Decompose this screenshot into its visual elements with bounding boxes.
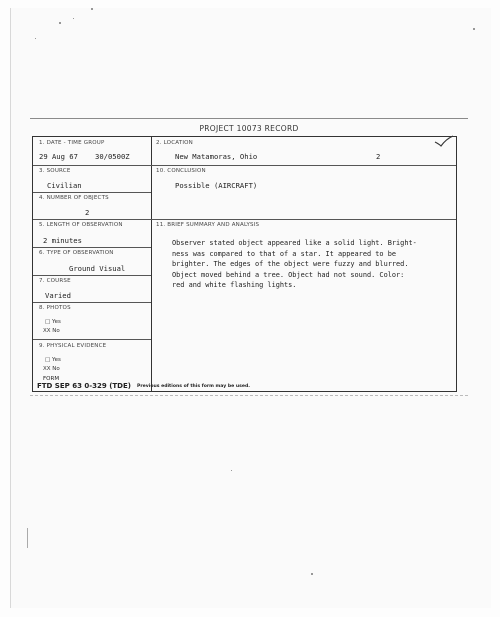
date-value: 29 Aug 67 — [39, 152, 78, 161]
summary-label: 11. BRIEF SUMMARY AND ANALYSIS — [156, 222, 260, 228]
scan-speck — [311, 573, 313, 575]
source-label: 3. SOURCE — [39, 168, 71, 174]
time-value: 30/0500Z — [95, 152, 130, 161]
source-value: Civilian — [47, 181, 82, 190]
length-of-observation-value: 2 minutes — [43, 236, 82, 245]
photos-label: 8. PHOTOS — [39, 305, 71, 311]
summary-line: brighter. The edges of the object were fuzzy and blurred. — [172, 260, 409, 268]
type-of-observation-label: 6. TYPE OF OBSERVATION — [39, 250, 114, 256]
summary-text — [172, 238, 454, 291]
summary-line: red and white flashing lights. — [172, 281, 297, 289]
bottom-dashed-rule — [30, 395, 468, 396]
summary-line: Object moved behind a tree. Object had not sound. Color: — [172, 270, 405, 279]
length-of-observation-label: 5. LENGTH OF OBSERVATION — [39, 222, 123, 228]
conclusion-label: 10. CONCLUSION — [156, 168, 206, 174]
row-divider — [33, 247, 151, 248]
scan-speck — [473, 28, 475, 30]
scan-speck — [59, 22, 61, 24]
location-value: New Matamoras, Ohio — [175, 152, 258, 161]
scan-speck — [91, 8, 93, 10]
scan-speck — [231, 470, 232, 471]
row-divider — [33, 192, 151, 193]
summary-line: Observer stated object appeared like a solid light. Bright- — [172, 239, 417, 247]
form-title: PROJECT 10073 RECORD — [199, 124, 299, 133]
number-of-objects-label: 4. NUMBER OF OBJECTS — [39, 195, 109, 201]
physical-evidence-no-option: XX No — [43, 366, 60, 372]
form-identifier: FTD SEP 63 0-329 (TDE) — [37, 382, 131, 390]
project-record-form — [30, 118, 468, 396]
scan-speck — [35, 38, 36, 39]
column-divider — [151, 137, 152, 391]
course-label: 7. COURSE — [39, 278, 71, 284]
physical-evidence-label: 9. PHYSICAL EVIDENCE — [39, 343, 107, 349]
conclusion-value: Possible (AIRCRAFT) — [175, 181, 258, 190]
row-divider — [33, 275, 151, 276]
form-word: FORM — [43, 376, 60, 382]
photos-no-option: XX No — [43, 328, 60, 334]
physical-evidence-yes-option: □ Yes — [45, 357, 61, 363]
row-divider — [33, 165, 456, 166]
scan-speck — [27, 528, 28, 548]
type-of-observation-value: Ground Visual — [69, 264, 126, 273]
scan-speck — [73, 18, 74, 19]
row-divider — [33, 302, 151, 303]
location-label: 2. LOCATION — [156, 140, 193, 146]
row-divider — [33, 339, 151, 340]
previous-editions-note: Previous editions of this form may be used. — [137, 384, 251, 389]
summary-line: ness was compared to that of a star. It appeared to be — [172, 249, 397, 258]
photos-yes-option: □ Yes — [45, 319, 61, 325]
course-value: Varied — [45, 291, 71, 300]
row-divider — [33, 219, 456, 220]
location-number: 2 — [376, 152, 381, 161]
date-time-label: 1. DATE - TIME GROUP — [39, 140, 105, 146]
number-of-objects-value: 2 — [85, 208, 90, 217]
